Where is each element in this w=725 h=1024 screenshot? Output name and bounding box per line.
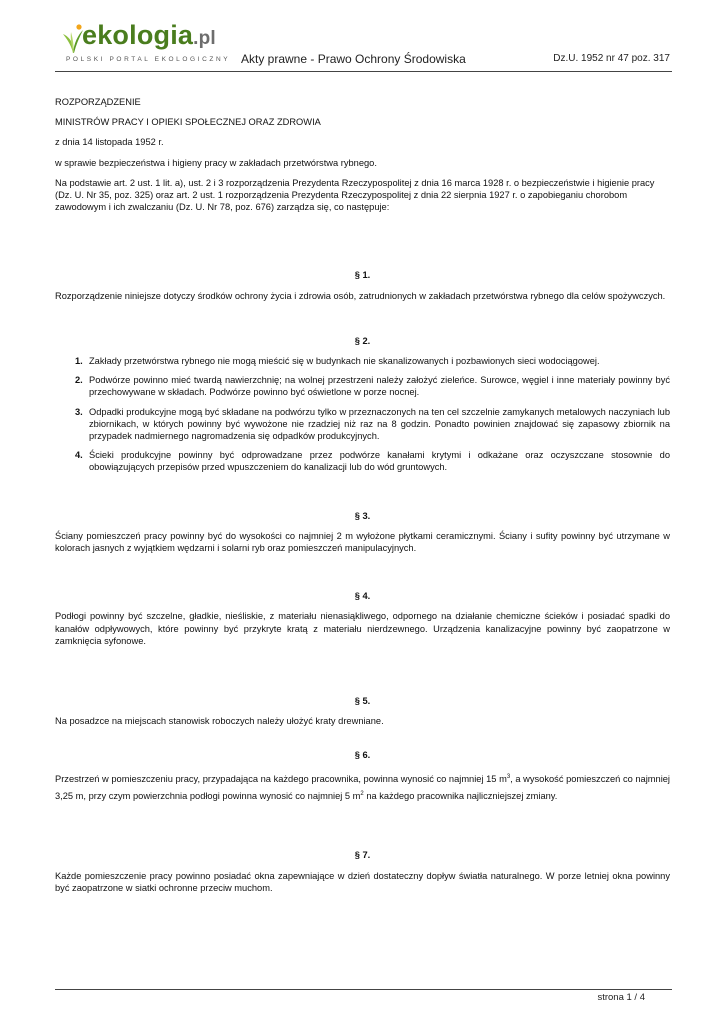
section-text-1: Rozporządzenie niniejsze dotyczy środków ochrony życia i zdrowia osób, zatrudnionych w zakładach przetwórstwa rybnego dla celów spożywczych.: [55, 290, 666, 301]
section-heading-1: § 1.: [354, 270, 371, 281]
square-superscript: 2: [360, 790, 364, 797]
list-item-text: Odpadki produkcyjne mogą być składane na podwórzu tylko w przeznaczonych na ten cel szczelnie zamykanych metalowych naczyniach lub zbiornikach, w których powinny być wywożone nie rzadziej niż raz na 8 godzin. Ponadto powinien znajdować się zapasowy zbiornik na przypadek nadmiernego nagromadzenia się odpadków produkcyjnych.: [89, 406, 670, 442]
section-heading-3: § 3.: [354, 510, 371, 521]
list-item-number: 1.: [75, 356, 83, 367]
logo-suffix-text: .pl: [193, 28, 216, 49]
list-item-number: 4.: [75, 450, 83, 461]
footer-divider: [55, 989, 672, 990]
section-2-list: [55, 355, 670, 474]
section-heading-6: § 6.: [354, 750, 371, 761]
section-text-3: Ściany pomieszczeń pracy powinny być do wysokości co najmniej 2 m wyłożone płytkami ceramicznymi. Ściany i sufity powinny być utrzymane w kolorach jasnych z wyjątkiem wędzarni i solarni ryb oraz pomieszczeń manipulacyjnych.: [55, 530, 670, 554]
leaf-icon: [62, 24, 84, 54]
list-item-text: Ścieki produkcyjne powinny być odprowadzane przez podwórze kanałami krytymi i odkażane oraz oczyszczane stosownie do obowiązujących przepisów przed wpuszczeniem do kanalizacji lub do wód gruntowych.: [89, 450, 670, 473]
doc-date: z dnia 14 listopada 1952 r.: [55, 137, 164, 148]
section-text-5: Na posadzce na miejscach stanowisk roboczych należy ułożyć kraty drewniane.: [55, 716, 384, 727]
logo-wordmark: [82, 20, 216, 51]
section-text-4: Podłogi powinny być szczelne, gładkie, nieśliskie, z materiału nienasiąkliwego, odpornego na działanie chemiczne ścieków i posiadać spadki do kanałów odpływowych, które powinny być przykryte kratą z materiału nierdzewnego. Urządzenia kanalizacyjne powinny być zaopatrzone w zamknięcia syfonowe.: [55, 611, 670, 646]
section-heading-2: § 2.: [354, 335, 371, 346]
cubic-superscript: 3: [506, 773, 511, 780]
header-reference: Dz.U. 1952 nr 47 poz. 317: [553, 53, 670, 64]
section-6-text-b: , a wysokość pomieszczeń co najmniej 3,25 m, przy czym powierzchnia podłogi powinna wynosić co najmniej 5 m: [55, 773, 670, 801]
doc-type: ROZPORZĄDZENIE: [55, 97, 141, 107]
doc-subject: w sprawie bezpieczeństwa i higieny pracy w zakładach przetwórstwa rybnego.: [55, 157, 377, 168]
section-heading-4: § 4.: [354, 591, 371, 602]
header-divider: [55, 71, 672, 72]
list-item-text: Zakłady przetwórstwa rybnego nie mogą mieścić się w budynkach nie skanalizowanych i pozbawionych sieci wodociągowej.: [89, 356, 600, 367]
list-item: [55, 355, 670, 367]
header-title: Akty prawne - Prawo Ochrony Środowiska: [241, 52, 466, 66]
section-6-text-a: Przestrzeń w pomieszczeniu pracy, przypadająca na każdego pracownika, powinna wynosić co najmniej 15 m: [55, 773, 507, 784]
ekologia-logo[interactable]: [60, 20, 231, 68]
document-body: [55, 96, 670, 902]
section-text-7: Każde pomieszczenie pracy powinno posiadać okna zapewniające w dzień dostateczny dopływ światła naturalnego. W porze letniej okna powinny być zaopatrzone w siatki ochronne przeciw muchom.: [55, 870, 670, 894]
section-6-text-c: na każdego pracownika najliczniejszej zmiany.: [363, 790, 558, 801]
list-item: [55, 406, 670, 443]
section-heading-5: § 5.: [354, 696, 371, 707]
logo-tagline: POLSKI PORTAL EKOLOGICZNY: [66, 56, 231, 63]
doc-issuer: MINISTRÓW PRACY I OPIEKI SPOŁECZNEJ ORAZ ZDROWIA: [55, 117, 321, 128]
section-heading-7: § 7.: [354, 849, 371, 860]
list-item: [55, 374, 670, 398]
list-item-number: 2.: [75, 375, 83, 386]
page-number: strona 1 / 4: [597, 992, 645, 1003]
doc-legal-basis: Na podstawie art. 2 ust. 1 lit. a), ust. 2 i 3 rozporządzenia Prezydenta Rzeczypospolitej z dnia 16 marca 1928 r. o bezpieczeństwie i higienie pracy (Dz. U. Nr 35, poz. 325) oraz art. 2 ust. 1 rozporządzenia Prezydenta Rzeczypospolitej z dnia 22 sierpnia 1927 r. o zapobieganiu chorobom zawodowym i ich zwalczaniu (Dz. U. Nr 78, poz. 676) zarządza się, co następuje:: [55, 177, 655, 213]
list-item-number: 3.: [75, 406, 83, 417]
logo-main-text: ekologia: [82, 20, 194, 50]
page-header: [0, 0, 725, 72]
section-text-6: [55, 771, 670, 805]
list-item: [55, 449, 670, 473]
list-item-text: Podwórze powinno mieć twardą nawierzchnię; na wolnej przestrzeni należy założyć zieleńce. Surowce, węgiel i inne materiały powinny być przechowywane w składach. Podwórze powinno być oświetlone w porze nocnej.: [89, 375, 670, 398]
